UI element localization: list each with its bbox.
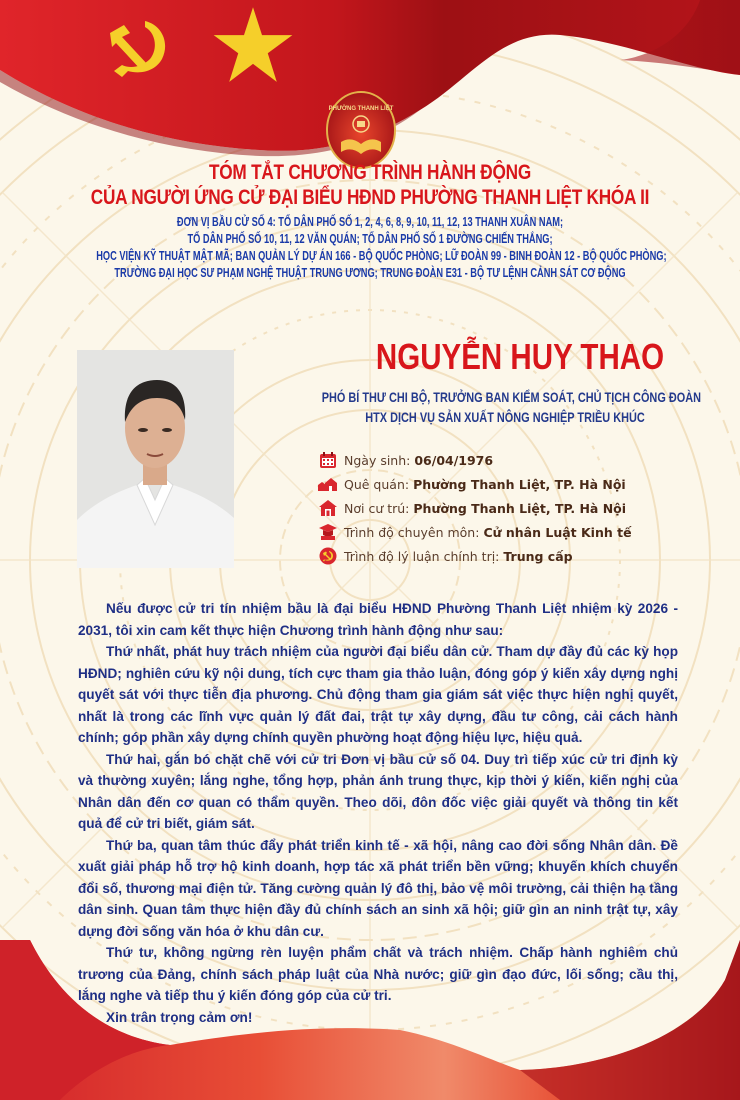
position-line-2: HTX DỊCH VỤ SẢN XUẤT NÔNG NGHIỆP TRIỀU KHÚC [365, 409, 645, 425]
info-label: Quê quán: [344, 476, 410, 492]
program-point-2: Thứ hai, gắn bó chặt chẽ với cử tri Đơn vị bầu cử số 04. Duy trì tiếp xúc cử tri định kỳ và thường xuyên; lắng nghe, tổng hợp, phản ánh trung thực, kịp thời ý kiến, kiến nghị của Nhân dân đến cơ quan có thẩm quyền. Theo dõi, đôn đốc việc giải quyết và thông tin kết quả để cử tri biết, giám sát. [78, 751, 678, 831]
info-value: Cử nhân Luật Kinh tế [483, 524, 632, 540]
home-icon [318, 499, 338, 517]
hammer-sickle-emblem [100, 15, 180, 80]
title-block [0, 160, 740, 282]
info-label: Trình độ chuyên môn: [344, 524, 480, 540]
candidate-info-list [318, 448, 632, 568]
action-program-text [78, 598, 678, 1028]
constituency-line-2: TỔ DÂN PHỐ SỐ 10, 11, 12 VĂN QUÁN; TỔ DÂN PHỐ SỐ 1 ĐƯỜNG CHIẾN THẮNG; [187, 232, 553, 246]
info-label: Nơi cư trú: [344, 500, 410, 516]
info-birthdate [318, 448, 632, 472]
graduation-cap-icon [318, 523, 338, 541]
program-point-1: Thứ nhất, phát huy trách nhiệm của người đại biểu dân cử. Tham dự đầy đủ các kỳ họp HĐND; nghiên cứu kỹ nội dung, tích cực tham gia thảo luận, đóng góp ý kiến xây dựng nghị quyết sát với thực tiễn địa phương. Chủ động tham gia giám sát việc thực hiện nghị quyết, nhất là trong các lĩnh vực quản lý đất đai, trật tự xây dựng, đầu tư công, cải cách hành chính; góp phần xây dựng chính quyền phường hoạt động hiệu lực, hiệu quả. [78, 644, 678, 745]
constituency-block [0, 214, 740, 282]
constituency-line-1: ĐƠN VỊ BẦU CỬ SỐ 4: TỔ DÂN PHỐ SỐ 1, 2, 4, 6, 8, 9, 10, 11, 12, 13 THANH XUÂN NAM; [176, 215, 564, 229]
candidate-position [270, 387, 740, 427]
constituency-line-4: TRƯỜNG ĐẠI HỌC SƯ PHẠM NGHỆ THUẬT TRUNG ƯƠNG; TRUNG ĐOÀN E31 - BỘ TƯ LỆNH CẢNH SÁT CƠ ĐỘNG [114, 266, 626, 280]
hometown-houses-icon [318, 475, 338, 493]
candidate-photo [77, 350, 234, 568]
info-hometown [318, 472, 632, 496]
info-value: Phường Thanh Liệt, TP. Hà Nội [413, 500, 627, 516]
info-value: Trung cấp [503, 548, 573, 564]
info-qualification [318, 520, 632, 544]
position-line-1: PHÓ BÍ THƯ CHI BỘ, TRƯỞNG BAN KIỂM SOÁT, CHỦ TỊCH CÔNG ĐOÀN [321, 389, 701, 405]
info-residence [318, 496, 632, 520]
info-value: 06/04/1976 [414, 452, 494, 468]
ward-logo [325, 90, 397, 170]
hammer-sickle-icon [318, 547, 338, 565]
info-value: Phường Thanh Liệt, TP. Hà Nội [413, 476, 626, 492]
constituency-line-3: HỌC VIỆN KỸ THUẬT MẬT MÃ; BAN QUẢN LÝ DỰ ÁN 166 - BỘ QUỐC PHÒNG; LỮ ĐOÀN 99 - BINH ĐOÀN 12 - BỘ QUỐC PHÒNG; [96, 249, 667, 263]
program-intro: Nếu được cử tri tín nhiệm bầu là đại biểu HĐND Phường Thanh Liệt nhiệm kỳ 2026 - 2031, tôi xin cam kết thực hiện Chương trình hành động như sau: [78, 601, 678, 638]
title-line-2: CỦA NGƯỜI ỨNG CỬ ĐẠI BIỂU HĐND PHƯỜNG THANH LIỆT KHÓA II [90, 186, 650, 209]
program-point-4: Thứ tư, không ngừng rèn luyện phẩm chất và trách nhiệm. Chấp hành nghiêm chủ trương của Đảng, chính sách pháp luật của Nhà nước; giữ gìn đạo đức, lối sống; cầu thị, lắng nghe và tiếp thu ý kiến đóng góp của cử tri. [78, 945, 678, 1003]
candidate-name: NGUYỄN HUY THAO [375, 336, 665, 377]
gold-star-emblem [212, 5, 294, 85]
program-closing: Xin trân trọng cảm ơn! [106, 1009, 253, 1025]
info-label: Trình độ lý luận chính trị: [344, 548, 500, 564]
logo-text: PHƯỜNG THANH LIỆT [328, 106, 394, 112]
info-label: Ngày sinh: [344, 452, 411, 468]
program-point-3: Thứ ba, quan tâm thúc đẩy phát triển kinh tế - xã hội, nâng cao đời sống Nhân dân. Đề xuất giải pháp hỗ trợ hộ kinh doanh, hợp tác xã phát triển bền vững; khuyến khích chuyển đổi số, thương mại điện tử. Tăng cường quản lý đô thị, bảo vệ môi trường, cải thiện hạ tầng dân sinh. Quan tâm thực hiện đầy đủ chính sách an sinh xã hội; giữ gìn an ninh trật tự, xây dựng đời sống văn hóa ở khu dân cư. [78, 837, 678, 939]
title-line-1: TÓM TẮT CHƯƠNG TRÌNH HÀNH ĐỘNG [209, 161, 531, 184]
calendar-icon [318, 451, 338, 469]
info-political-level [318, 544, 632, 568]
